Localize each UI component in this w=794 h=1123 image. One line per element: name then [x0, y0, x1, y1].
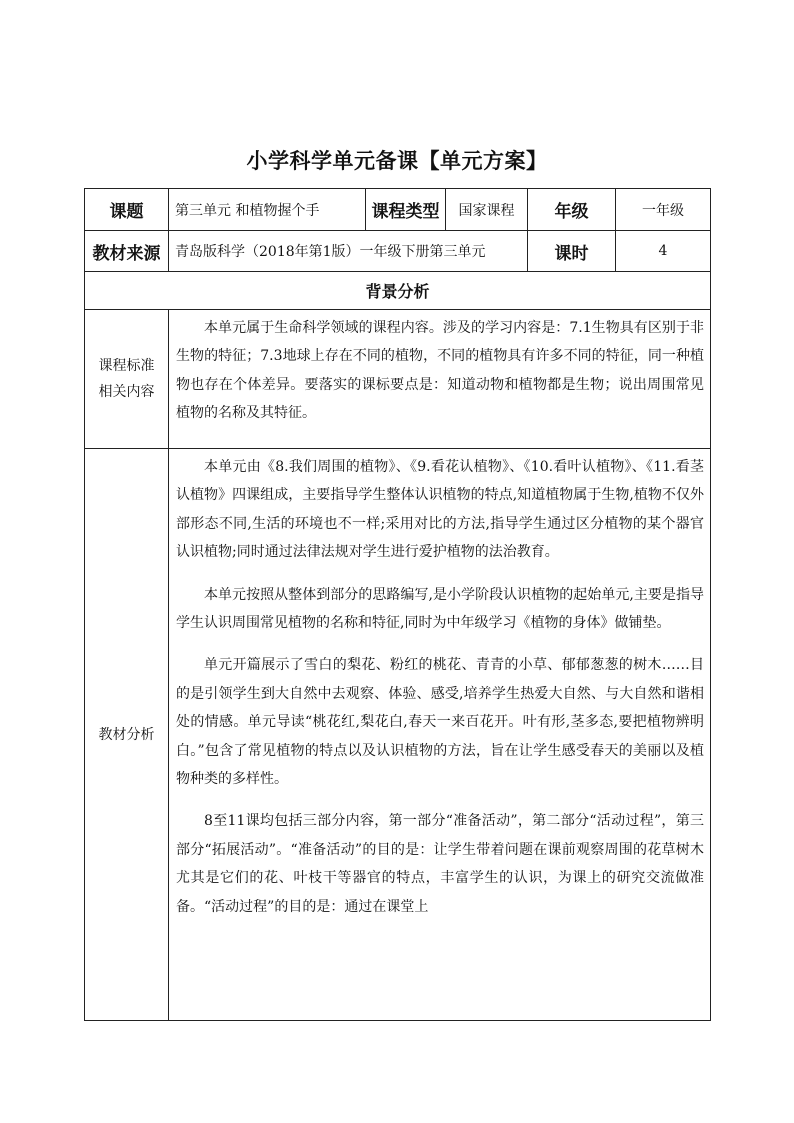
table-row-source — [85, 231, 711, 272]
standards-text: 本单元属于生命科学领域的课程内容。涉及的学习内容是：7.1生物具有区别于非生物的特征；7.3地球上存在不同的植物，不同的植物具有许多不同的特征，同一种植物也存在个体差异。要落实的课标要点是：知道动物和植物都是生物；说出周围常见植物的名称及其特征。 — [176, 320, 705, 422]
hours-value: 4 — [616, 231, 711, 272]
standards-content — [169, 310, 711, 449]
section-title: 背景分析 — [85, 272, 711, 310]
source-value: 青岛版科学（2018年第1版）一年级下册第三单元 — [169, 231, 528, 272]
topic-label: 课题 — [85, 189, 169, 231]
topic-value: 第三单元 和植物握个手 — [169, 189, 366, 231]
analysis-paragraph-1: 本单元由《8.我们周围的植物》、《9.看花认植物》、《10.看叶认植物》、《11.看茎认植物》四课组成，主要指导学生整体认识植物的特点,知道植物属于生物,植物不仅外部形态不同,生活的环境也不一样;采用对比的方法,指导学生通过区分植物的某个器官认识植物;同时通过法律法规对学生进行爱护植物的法治教育。 — [176, 459, 705, 561]
source-label: 教材来源 — [85, 231, 169, 272]
analysis-paragraph-3: 单元开篇展示了雪白的梨花、粉红的桃花、青青的小草、郁郁葱葱的树木……目的是引领学生到大自然中去观察、体验、感受,培养学生热爱大自然、与大自然和谐相处的情感。单元导读“桃花红,梨花白,春天一来百花开。叶有形,茎多态,要把植物辨明白。”包含了常见植物的特点以及认识植物的方法，旨在让学生感受春天的美丽以及植物种类的多样性。 — [176, 657, 705, 788]
lesson-plan-table — [84, 188, 711, 1021]
analysis-content — [169, 449, 711, 1021]
grade-value: 一年级 — [616, 189, 711, 231]
table-row-analysis — [85, 449, 711, 1021]
standards-label-line2: 相关内容 — [98, 384, 155, 400]
course-type-label: 课程类型 — [366, 189, 446, 231]
table-row-standards — [85, 310, 711, 449]
document-title: 小学科学单元备课【单元方案】 — [246, 149, 548, 173]
grade-label: 年级 — [528, 189, 616, 231]
analysis-label: 教材分析 — [85, 449, 169, 1021]
table-row-section — [85, 272, 711, 310]
analysis-paragraph-2: 本单元按照从整体到部分的思路编写,是小学阶段认识植物的起始单元,主要是指导学生认识周围常见植物的名称和特征,同时为中年级学习《植物的身体》做铺垫。 — [176, 586, 705, 632]
hours-label: 课时 — [528, 231, 616, 272]
analysis-paragraph-4: 8至11课均包括三部分内容，第一部分“准备活动”，第二部分“活动过程”，第三部分“拓展活动”。“准备活动”的目的是：让学生带着问题在课前观察周围的花草树木尤其是它们的花、叶枝干等器官的特点，丰富学生的认识，为课上的研究交流做准备。“活动过程”的目的是：通过在课堂上 — [176, 813, 705, 915]
standards-label-line1: 课程标准 — [98, 358, 155, 374]
course-type-value: 国家课程 — [446, 189, 528, 231]
table-row-topic — [85, 189, 711, 231]
standards-label — [85, 310, 169, 449]
